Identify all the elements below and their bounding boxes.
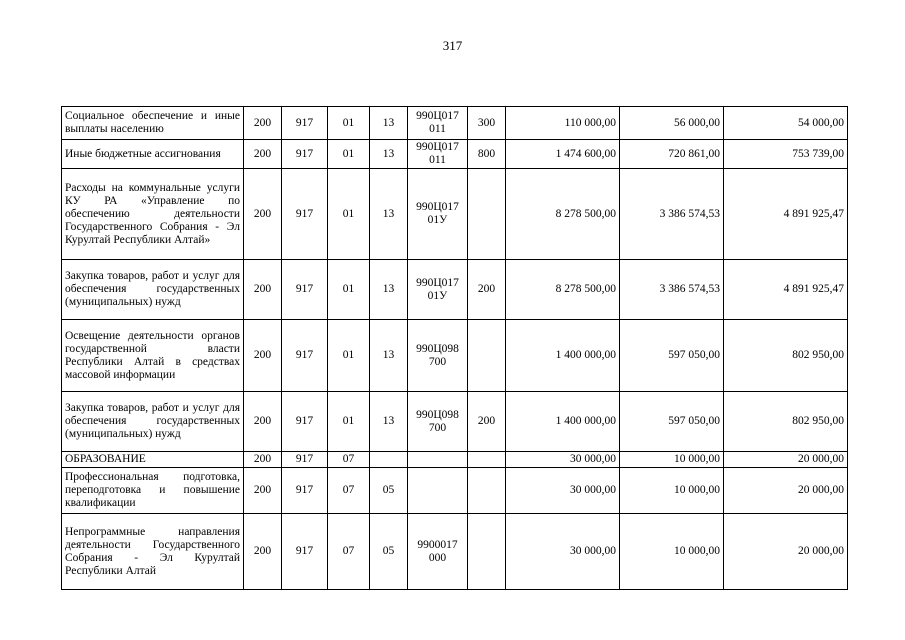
row-ministry-code: 917: [282, 260, 328, 320]
row-sum-3: 802 950,00: [724, 392, 848, 452]
row-vr-code: 800: [468, 140, 506, 169]
row-section-code: 200: [244, 452, 282, 468]
page-number: 317: [442, 38, 463, 53]
row-sum-3: 20 000,00: [724, 452, 848, 468]
row-pr-code: 13: [370, 169, 408, 260]
row-sum-1: 30 000,00: [506, 452, 620, 468]
row-csr-code: 990Ц017 01У: [408, 169, 468, 260]
row-name: ОБРАЗОВАНИЕ: [62, 452, 244, 468]
row-name: Освещение деятельности органов государственной власти Республики Алтай в средствах массовой информации: [62, 320, 244, 392]
row-section-code: 200: [244, 169, 282, 260]
row-rz-code: 01: [328, 320, 370, 392]
table-row: [62, 452, 848, 468]
row-vr-code: [468, 452, 506, 468]
row-vr-code: [468, 320, 506, 392]
row-vr-code: 300: [468, 107, 506, 140]
row-csr-code: [408, 452, 468, 468]
row-sum-3: 802 950,00: [724, 320, 848, 392]
row-sum-1: 1 400 000,00: [506, 392, 620, 452]
row-sum-2: 10 000,00: [620, 468, 724, 514]
row-vr-code: [468, 169, 506, 260]
row-sum-3: 4 891 925,47: [724, 260, 848, 320]
row-csr-code: 990Ц017 011: [408, 107, 468, 140]
row-rz-code: 01: [328, 107, 370, 140]
row-section-code: 200: [244, 140, 282, 169]
budget-table: [61, 106, 848, 590]
row-rz-code: 07: [328, 468, 370, 514]
row-ministry-code: 917: [282, 514, 328, 590]
row-pr-code: 13: [370, 320, 408, 392]
row-pr-code: 13: [370, 107, 408, 140]
row-sum-2: 10 000,00: [620, 452, 724, 468]
row-sum-2: 597 050,00: [620, 392, 724, 452]
row-pr-code: 13: [370, 140, 408, 169]
row-rz-code: 01: [328, 169, 370, 260]
row-sum-1: 110 000,00: [506, 107, 620, 140]
row-pr-code: 13: [370, 392, 408, 452]
row-csr-code: 990Ц098 700: [408, 320, 468, 392]
row-sum-1: 8 278 500,00: [506, 260, 620, 320]
row-csr-code: 9900017 000: [408, 514, 468, 590]
row-csr-code: 990Ц098 700: [408, 392, 468, 452]
table-row: [62, 260, 848, 320]
row-rz-code: 01: [328, 260, 370, 320]
row-section-code: 200: [244, 514, 282, 590]
row-name: Иные бюджетные ассигнования: [62, 140, 244, 169]
row-section-code: 200: [244, 320, 282, 392]
row-rz-code: 07: [328, 514, 370, 590]
row-sum-3: 4 891 925,47: [724, 169, 848, 260]
table-row: [62, 107, 848, 140]
row-vr-code: [468, 468, 506, 514]
row-sum-2: 10 000,00: [620, 514, 724, 590]
row-sum-2: 597 050,00: [620, 320, 724, 392]
row-sum-2: 3 386 574,53: [620, 260, 724, 320]
row-sum-2: 56 000,00: [620, 107, 724, 140]
row-name: Профессиональная подготовка, переподготовка и повышение квалификации: [62, 468, 244, 514]
row-sum-1: 30 000,00: [506, 514, 620, 590]
row-sum-2: 3 386 574,53: [620, 169, 724, 260]
row-pr-code: 05: [370, 468, 408, 514]
row-vr-code: [468, 514, 506, 590]
row-sum-1: 30 000,00: [506, 468, 620, 514]
table-row: [62, 514, 848, 590]
row-section-code: 200: [244, 392, 282, 452]
row-csr-code: 990Ц017 01У: [408, 260, 468, 320]
table-row: [62, 169, 848, 260]
row-name: Социальное обеспечение и иные выплаты населению: [62, 107, 244, 140]
row-rz-code: 01: [328, 140, 370, 169]
row-sum-1: 1 474 600,00: [506, 140, 620, 169]
table-row: [62, 468, 848, 514]
row-name: Закупка товаров, работ и услуг для обеспечения государственных (муниципальных) нужд: [62, 392, 244, 452]
table-row: [62, 140, 848, 169]
row-ministry-code: 917: [282, 320, 328, 392]
row-pr-code: 05: [370, 514, 408, 590]
row-ministry-code: 917: [282, 468, 328, 514]
row-sum-1: 8 278 500,00: [506, 169, 620, 260]
row-section-code: 200: [244, 260, 282, 320]
row-ministry-code: 917: [282, 169, 328, 260]
row-rz-code: 01: [328, 392, 370, 452]
table-row: [62, 320, 848, 392]
row-rz-code: 07: [328, 452, 370, 468]
row-ministry-code: 917: [282, 392, 328, 452]
row-sum-3: 20 000,00: [724, 468, 848, 514]
row-sum-3: 20 000,00: [724, 514, 848, 590]
table-row: [62, 392, 848, 452]
row-name: Непрограммные направления деятельности Государственного Собрания - Эл Курултай Республики Алтай: [62, 514, 244, 590]
row-sum-3: 753 739,00: [724, 140, 848, 169]
row-pr-code: [370, 452, 408, 468]
row-ministry-code: 917: [282, 107, 328, 140]
row-name: Расходы на коммунальные услуги КУ РА «Управление по обеспечению деятельности Государственного Собрания - Эл Курултай Республики Алтай»: [62, 169, 244, 260]
row-sum-3: 54 000,00: [724, 107, 848, 140]
row-vr-code: 200: [468, 392, 506, 452]
table-body: [62, 107, 848, 590]
row-name: Закупка товаров, работ и услуг для обеспечения государственных (муниципальных) нужд: [62, 260, 244, 320]
row-vr-code: 200: [468, 260, 506, 320]
row-ministry-code: 917: [282, 140, 328, 169]
row-section-code: 200: [244, 107, 282, 140]
row-csr-code: 990Ц017 011: [408, 140, 468, 169]
row-pr-code: 13: [370, 260, 408, 320]
row-sum-1: 1 400 000,00: [506, 320, 620, 392]
row-csr-code: [408, 468, 468, 514]
row-section-code: 200: [244, 468, 282, 514]
row-sum-2: 720 861,00: [620, 140, 724, 169]
row-ministry-code: 917: [282, 452, 328, 468]
